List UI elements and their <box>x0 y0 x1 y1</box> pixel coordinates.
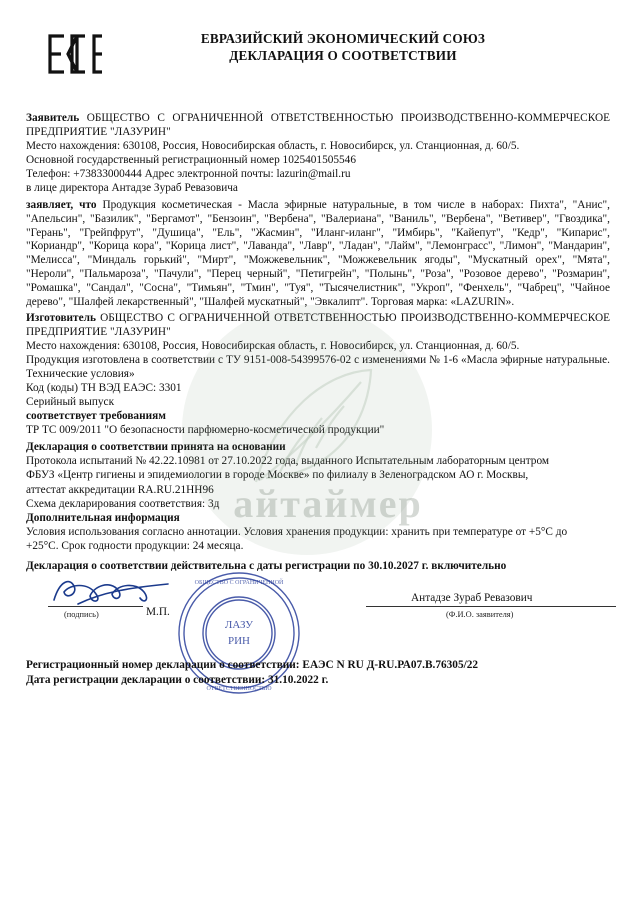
registration-date-row <box>26 673 610 688</box>
document-body <box>26 112 611 692</box>
signature-caption-left: (подпись) <box>64 609 99 619</box>
applicant-name: ОБЩЕСТВО С ОГРАНИЧЕННОЙ ОТВЕТСТВЕННОСТЬЮ ПРОИЗВОДСТВЕННО-КОММЕРЧЕСКОЕ ПРЕДПРИЯТИЕ "ЛАЗУРИН" <box>26 112 611 138</box>
title-line-union: ЕВРАЗИЙСКИЙ ЭКОНОМИЧЕСКИЙ СОЮЗ <box>200 31 486 46</box>
registration-number-row <box>26 658 610 673</box>
eac-mark-icon <box>44 32 106 76</box>
declaration-scheme: Схема декларирования соответствия: 3д <box>26 497 220 510</box>
additional-line-2: +25°С. Срок годности продукции: 24 месяца. <box>26 539 244 552</box>
applicant-director: в лице директора Антадзе Зураб Ревазовича <box>26 181 238 194</box>
additional-label: Дополнительная информация <box>26 511 180 524</box>
svg-text:РИН: РИН <box>227 634 251 647</box>
document-title <box>26 30 610 64</box>
document-header <box>26 30 610 88</box>
svg-text:ОБЩЕСТВО С ОГРАНИЧЕННОЙ: ОБЩЕСТВО С ОГРАНИЧЕННОЙ <box>194 579 284 586</box>
conformity-tr: ТР ТС 009/2011 "О безопасности парфюмерно-косметической продукции" <box>26 424 385 437</box>
tnved-code: Код (коды) ТН ВЭД ЕАЭС: 3301 <box>26 381 182 394</box>
basis-label: Декларация о соответствии принята на основании <box>26 441 286 454</box>
applicant-block <box>26 112 610 139</box>
seal-place-label: М.П. <box>146 605 170 618</box>
products-list: Продукция косметическая - Масла эфирные натуральные, в том числе в наборах: Пихта", "Анис", "Апельсин", "Базилик", "Бергамот", "Бензоин", "Вербена", "Валериана", "Ваниль", "Вербена", "Ветивер", "Гвоздика", "Герань", "Грейпфрут", "Душица", "Ель", "Жасмин", "Иланг-иланг", "Имбирь", "Кайепут", "Кедр", "Кипарис", "Кориандр", "Корица кора", "Корица лист", "Лаванда", "Лавр", "Ладан", "Лайм", "Лемонграсс", "Лимон", "Мандарин", "Мелисса", "Миндаль горький", "Мирт", "Можжевельник", "Можжевельник ягоды", "Мускатный орех", "Мята", "Нероли", "Пальмароза", "Пачули", "Перец черный", "Петигрейн", "Полынь", "Роза", "Розовое дерево", "Розмарин", "Ромашка", "Сандал", "Сосна", "Тимьян", "Тмин", "Туя", "Тысячелистник", "Укроп", "Фенхель", "Чабрец", "Чайное дерево", "Шалфей лекарственный", "Шалфей мускатный", "Эвкалипт". Торговая марка: «LAZURIN». <box>26 199 610 308</box>
signature-line-left <box>48 606 143 607</box>
manufacturer-tu: Продукция изготовлена в соответствии с ТУ 9151-008-54399576-02 с изменениями № 1-6 «Масла эфирные натуральные. Технические условия» <box>26 354 610 380</box>
registration-date-label: Дата регистрации декларации о соответствии: <box>26 673 266 686</box>
validity-text: Декларация о соответствии действительна с даты регистрации по 30.10.2027 г. включительно <box>26 560 507 573</box>
watermark-text: айтаймер <box>233 481 423 526</box>
applicant-phone: Телефон: +73833000444 Адрес электронной почты: lazurin@mail.ru <box>26 167 351 180</box>
basis-line-3: аттестат аккредитации RA.RU.21НН96 <box>26 483 214 496</box>
basis-line-2: ФБУЗ «Центр гигиены и эпидемиологии в городе Москве» по филиалу в Зеленоградском АО г. Москвы, <box>26 469 529 482</box>
applicant-ogrn: Основной государственный регистрационный номер 1025401505546 <box>26 153 356 166</box>
registration-number-label: Регистрационный номер декларации о соответствии: <box>26 658 300 671</box>
registration-block <box>26 658 610 688</box>
registration-number-value: ЕАЭС N RU Д-RU.РА07.В.76305/22 <box>302 658 479 671</box>
title-line-declaration: ДЕКЛАРАЦИЯ О СООТВЕТСТВИИ <box>229 48 457 63</box>
manufacturer-address: Место нахождения: 630108, Россия, Новосибирская область, г. Новосибирск, ул. Станционная, д. 60/5. <box>26 340 520 353</box>
signature-line-right <box>366 606 616 607</box>
conformity-label: соответствует требованиям <box>26 410 166 423</box>
serial-release: Серийный выпуск <box>26 396 115 408</box>
svg-text:ОТВЕТСТВЕННОСТЬЮ: ОТВЕТСТВЕННОСТЬЮ <box>206 685 272 692</box>
applicant-address: Место нахождения: 630108, Россия, Новосибирская область, г. Новосибирск, ул. Станционная, д. 60/5. <box>26 139 520 152</box>
handwritten-signature-icon <box>48 574 178 608</box>
applicant-label: Заявитель <box>26 112 80 124</box>
basis-line-1: Протокола испытаний № 42.22.10981 от 27.10.2022 года, выданного Испытательным лабораторным центром <box>26 455 550 468</box>
manufacturer-name: ОБЩЕСТВО С ОГРАНИЧЕННОЙ ОТВЕТСТВЕННОСТЬЮ ПРОИЗВОДСТВЕННО-КОММЕРЧЕСКОЕ ПРЕДПРИЯТИЕ "ЛАЗУРИН" <box>26 312 611 339</box>
signature-caption-right: (Ф.И.О. заявителя) <box>446 609 514 619</box>
manufacturer-label: Изготовитель <box>26 312 96 325</box>
declared-products <box>26 199 610 309</box>
signatory-name: Антадзе Зураб Ревазович <box>411 591 533 604</box>
manufacturer-block <box>26 312 610 339</box>
declares-label: заявляет, что <box>26 199 97 212</box>
registration-date-value: 31.10.2022 г. <box>267 673 329 686</box>
svg-text:ЛАЗУ: ЛАЗУ <box>224 618 254 631</box>
additional-line-1: Условия использования согласно аннотации. Условия хранения продукции: хранить при температуре от +5°С до <box>26 525 568 538</box>
